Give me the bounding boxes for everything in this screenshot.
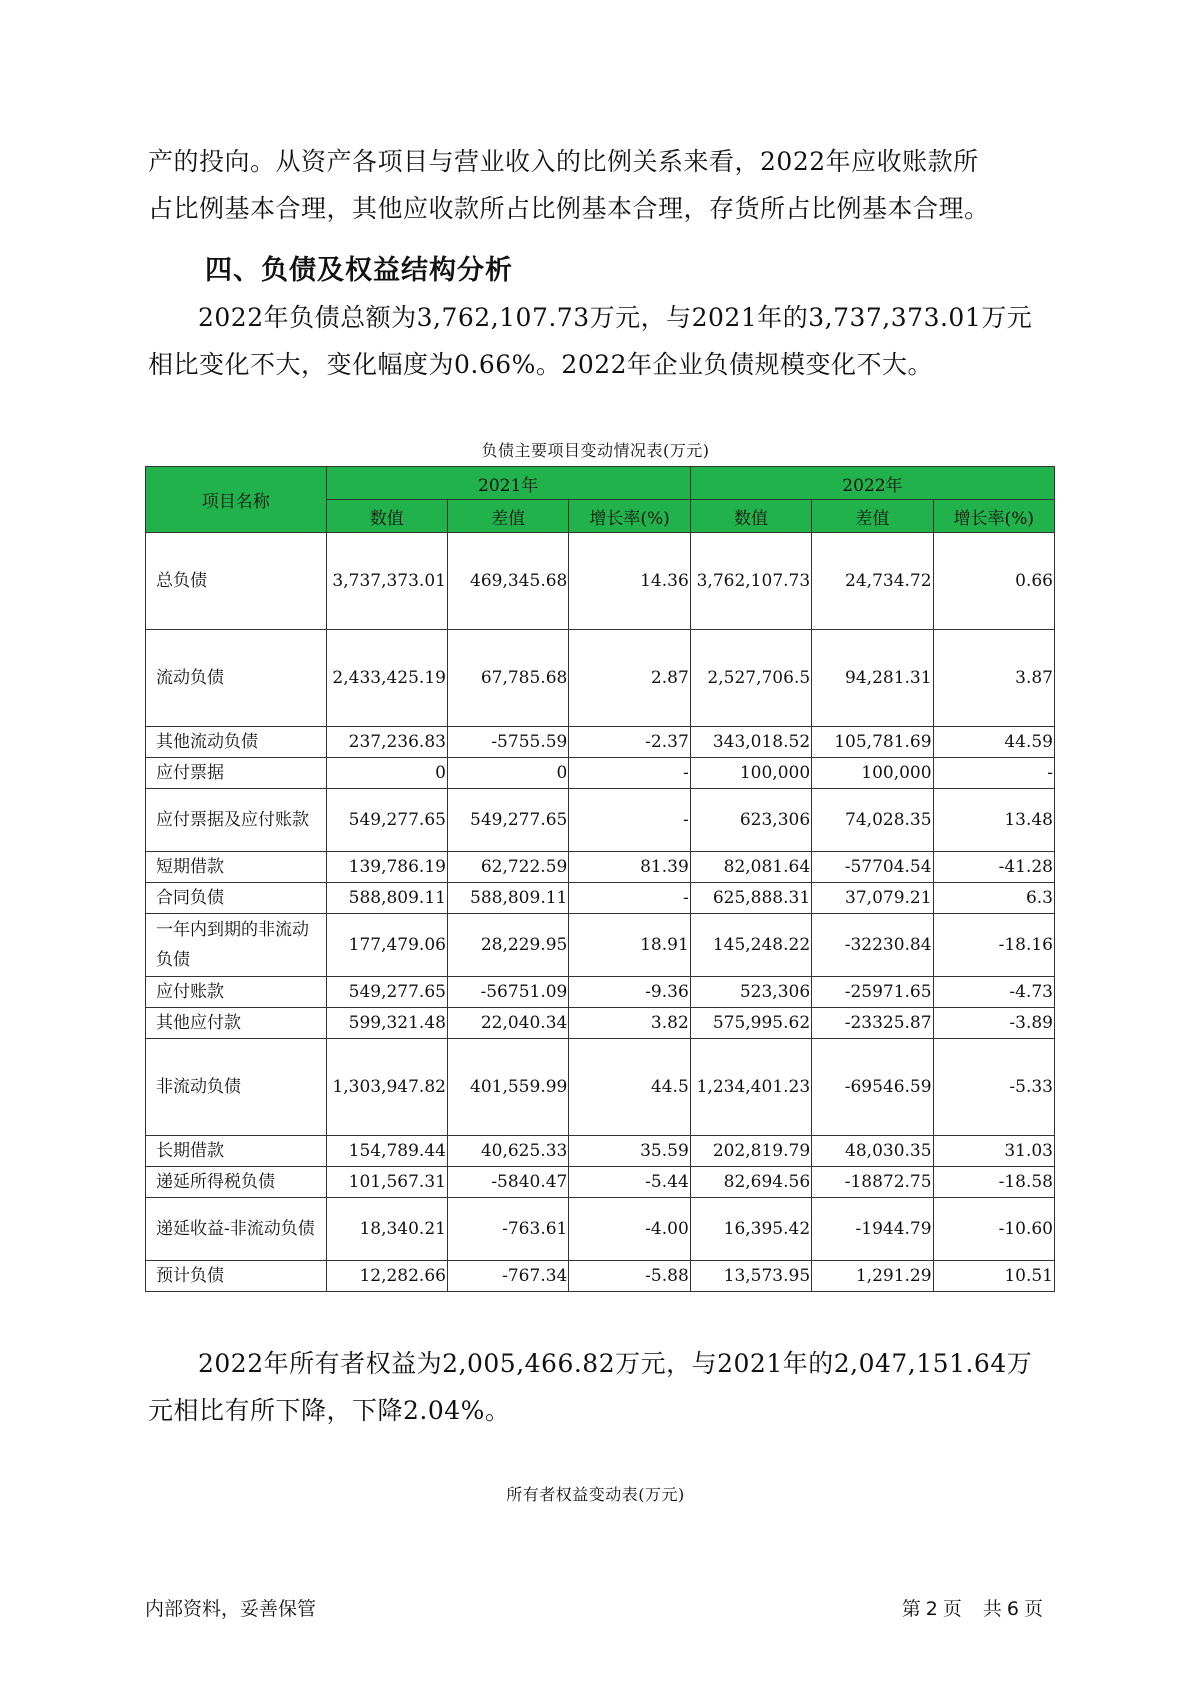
diff-2022: -1944.79 [812,1198,933,1261]
row-name: 应付票据 [146,758,327,789]
footer-confidential-note: 内部资料，妥善保管 [145,1598,317,1620]
diff-2022: 100,000 [812,758,933,789]
growth-2022: 3.87 [933,630,1054,727]
diff-2022: 74,028.35 [812,789,933,852]
liability-table-caption: 负债主要项目变动情况表(万元) [481,441,710,460]
table-row [146,758,1055,789]
table-row [146,852,1055,883]
value-2021: 177,479.06 [326,914,447,977]
diff-2021: 67,785.68 [447,630,568,727]
value-2021: 549,277.65 [326,977,447,1008]
table-row [146,1136,1055,1167]
diff-2022: -32230.84 [812,914,933,977]
growth-2021: -9.36 [569,977,690,1008]
diff-2021: -5755.59 [447,727,568,758]
growth-2022: 0.66 [933,533,1054,630]
row-name: 应付账款 [146,977,327,1008]
value-2022: 202,819.79 [690,1136,811,1167]
diff-2022: -57704.54 [812,852,933,883]
row-name: 递延收益-非流动负债 [146,1198,327,1261]
header-year-2022: 2022年 [690,467,1054,500]
growth-2021: -4.00 [569,1198,690,1261]
diff-2021: 40,625.33 [447,1136,568,1167]
table-row [146,630,1055,727]
page-total: 6 [1006,1598,1020,1620]
value-2021: 3,737,373.01 [326,533,447,630]
value-2022: 575,995.62 [690,1008,811,1039]
growth-2021: 14.36 [569,533,690,630]
diff-2021: 62,722.59 [447,852,568,883]
diff-2022: -23325.87 [812,1008,933,1039]
growth-2022: -18.58 [933,1167,1054,1198]
row-name: 长期借款 [146,1136,327,1167]
table-row [146,533,1055,630]
growth-2022: 13.48 [933,789,1054,852]
table-row [146,789,1055,852]
row-name: 递延所得税负债 [146,1167,327,1198]
liability-line-2: 相比变化不大，变化幅度为0.66%。2022年企业负债规模变化不大。 [148,350,934,379]
growth-2021: 3.82 [569,1008,690,1039]
value-2021: 12,282.66 [326,1261,447,1292]
value-2022: 3,762,107.73 [690,533,811,630]
liability-paragraph [148,294,1048,388]
value-2022: 2,527,706.5 [690,630,811,727]
row-name: 应付票据及应付账款 [146,789,327,852]
value-2021: 549,277.65 [326,789,447,852]
table-row [146,727,1055,758]
diff-2021: 588,809.11 [447,883,568,914]
growth-2022: -41.28 [933,852,1054,883]
value-2022: 625,888.31 [690,883,811,914]
value-2021: 18,340.21 [326,1198,447,1261]
growth-2021: 35.59 [569,1136,690,1167]
growth-2022: -4.73 [933,977,1054,1008]
row-name: 非流动负债 [146,1039,327,1136]
intro-line-2: 占比例基本合理，其他应收款所占比例基本合理，存货所占比例基本合理。 [148,194,990,223]
value-2021: 588,809.11 [326,883,447,914]
diff-2022: -18872.75 [812,1167,933,1198]
row-name: 合同负债 [146,883,327,914]
value-2021: 2,433,425.19 [326,630,447,727]
header-year-2021: 2021年 [326,467,690,500]
value-2022: 13,573.95 [690,1261,811,1292]
diff-2021: 28,229.95 [447,914,568,977]
diff-2022: -25971.65 [812,977,933,1008]
row-name: 预计负债 [146,1261,327,1292]
header-item-name: 项目名称 [146,467,327,533]
table-row [146,1198,1055,1261]
growth-2021: - [569,789,690,852]
table-row [146,1261,1055,1292]
row-name: 短期借款 [146,852,327,883]
diff-2021: -763.61 [447,1198,568,1261]
table-row [146,883,1055,914]
diff-2022: 94,281.31 [812,630,933,727]
growth-2021: -5.44 [569,1167,690,1198]
value-2021: 139,786.19 [326,852,447,883]
footer-page-number [900,1594,1046,1621]
value-2021: 237,236.83 [326,727,447,758]
value-2021: 599,321.48 [326,1008,447,1039]
row-name: 流动负债 [146,630,327,727]
diff-2021: 549,277.65 [447,789,568,852]
growth-2021: 44.5 [569,1039,690,1136]
equity-line-2: 元相比有所下降，下降2.04%。 [148,1396,511,1425]
diff-2022: 37,079.21 [812,883,933,914]
value-2021: 0 [326,758,447,789]
value-2022: 623,306 [690,789,811,852]
value-2022: 82,081.64 [690,852,811,883]
table-row [146,1167,1055,1198]
table-row [146,977,1055,1008]
table-row [146,1039,1055,1136]
diff-2021: -56751.09 [447,977,568,1008]
header-diff-2021: 差值 [447,500,568,533]
growth-2022: -10.60 [933,1198,1054,1261]
equity-table-caption: 所有者权益变动表(万元) [506,1485,685,1504]
diff-2022: 48,030.35 [812,1136,933,1167]
value-2022: 145,248.22 [690,914,811,977]
value-2022: 1,234,401.23 [690,1039,811,1136]
value-2022: 343,018.52 [690,727,811,758]
growth-2021: - [569,883,690,914]
growth-2021: 2.87 [569,630,690,727]
page-suffix: 页 [1023,1598,1044,1620]
diff-2021: 401,559.99 [447,1039,568,1136]
header-value-2021: 数值 [326,500,447,533]
row-name: 其他应付款 [146,1008,327,1039]
growth-2022: -18.16 [933,914,1054,977]
page-current: 2 [925,1598,939,1620]
growth-2022: 10.51 [933,1261,1054,1292]
row-name: 一年内到期的非流动负债 [146,914,327,977]
value-2022: 523,306 [690,977,811,1008]
diff-2021: 0 [447,758,568,789]
value-2021: 154,789.44 [326,1136,447,1167]
header-growth-2022: 增长率(%) [933,500,1054,533]
growth-2021: 18.91 [569,914,690,977]
growth-2021: - [569,758,690,789]
header-growth-2021: 增长率(%) [569,500,690,533]
growth-2022: 31.03 [933,1136,1054,1167]
diff-2022: 105,781.69 [812,727,933,758]
growth-2021: 81.39 [569,852,690,883]
growth-2021: -5.88 [569,1261,690,1292]
growth-2022: - [933,758,1054,789]
growth-2022: 44.59 [933,727,1054,758]
diff-2021: -5840.47 [447,1167,568,1198]
value-2022: 100,000 [690,758,811,789]
intro-line-1: 产的投向。从资产各项目与营业收入的比例关系来看，2022年应收账款所 [148,147,979,176]
diff-2022: 1,291.29 [812,1261,933,1292]
row-name: 总负债 [146,533,327,630]
intro-paragraph [148,138,1048,232]
liability-table [145,466,1055,1292]
table-row [146,1008,1055,1039]
value-2022: 82,694.56 [690,1167,811,1198]
section-heading: 四、负债及权益结构分析 [205,255,513,286]
growth-2022: -5.33 [933,1039,1054,1136]
page-mid: 页 共 [942,1598,1003,1620]
growth-2022: -3.89 [933,1008,1054,1039]
diff-2021: 22,040.34 [447,1008,568,1039]
page-prefix: 第 [901,1598,922,1620]
value-2022: 16,395.42 [690,1198,811,1261]
value-2021: 101,567.31 [326,1167,447,1198]
diff-2022: 24,734.72 [812,533,933,630]
header-diff-2022: 差值 [812,500,933,533]
table-row [146,914,1055,977]
liability-line-1: 2022年负债总额为3,762,107.73万元，与2021年的3,737,373.01万元 [198,303,1033,332]
row-name: 其他流动负债 [146,727,327,758]
header-value-2022: 数值 [690,500,811,533]
diff-2021: 469,345.68 [447,533,568,630]
growth-2021: -2.37 [569,727,690,758]
equity-line-1: 2022年所有者权益为2,005,466.82万元，与2021年的2,047,151.64万 [198,1349,1033,1378]
value-2021: 1,303,947.82 [326,1039,447,1136]
diff-2021: -767.34 [447,1261,568,1292]
growth-2022: 6.3 [933,883,1054,914]
diff-2022: -69546.59 [812,1039,933,1136]
equity-paragraph [148,1340,1048,1434]
